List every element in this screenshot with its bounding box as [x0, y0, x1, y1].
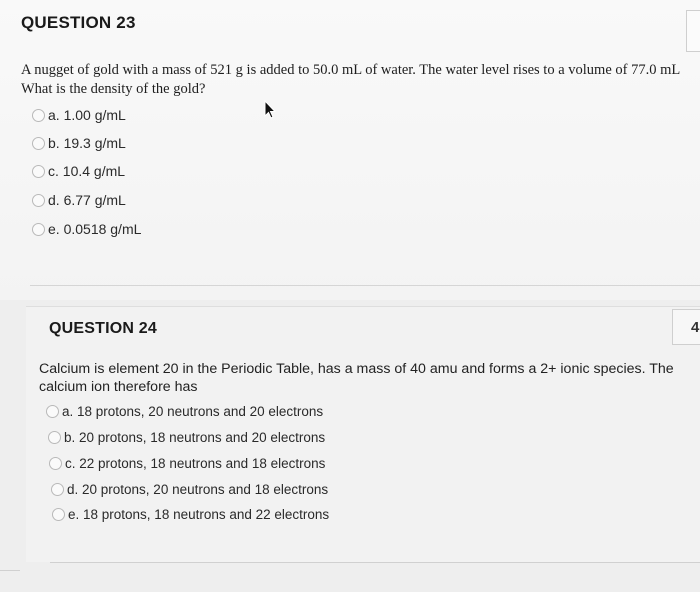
question-23-option-c[interactable] [32, 163, 125, 179]
question-24-points: 4 [691, 318, 700, 336]
option-label: d. 20 protons, 20 neutrons and 18 electrons [67, 482, 329, 497]
question-24-text-line-1: Calcium is element 20 in the Periodic Table, has a mass of 40 amu and forms a 2+ ionic species. The [39, 361, 674, 377]
radio-unselected-icon[interactable] [46, 405, 59, 418]
question-divider [50, 562, 700, 563]
question-23-title: QUESTION 23 [21, 13, 136, 32]
radio-unselected-icon[interactable] [32, 194, 45, 207]
question-23-option-b[interactable] [32, 135, 126, 151]
question-23-option-a[interactable] [32, 107, 126, 123]
question-24-option-b[interactable] [48, 430, 325, 445]
option-label: a. 18 protons, 20 neutrons and 20 electrons [62, 404, 324, 419]
question-24-title: QUESTION 24 [49, 320, 158, 337]
question-24-option-c[interactable] [49, 456, 325, 471]
radio-unselected-icon[interactable] [49, 457, 62, 470]
question-24-option-e[interactable] [52, 507, 329, 522]
question-divider [30, 285, 700, 286]
question-23-option-e[interactable] [32, 221, 141, 237]
mouse-pointer-icon [262, 100, 278, 120]
radio-unselected-icon[interactable] [32, 165, 45, 178]
option-label: b. 19.3 g/mL [48, 135, 126, 151]
question-24-points-box [672, 309, 700, 345]
question-24-option-d[interactable] [51, 482, 328, 497]
radio-unselected-icon[interactable] [32, 223, 45, 236]
question-23-text-line-1: A nugget of gold with a mass of 521 g is added to 50.0 mL of water. The water level rises to a volume of 77.0 mL [21, 62, 681, 78]
option-label: d. 6.77 g/mL [48, 192, 126, 208]
question-24-option-a[interactable] [46, 404, 323, 419]
question-23-option-d[interactable] [32, 192, 126, 208]
question-23-text-line-2: What is the density of the gold? [21, 81, 206, 97]
question-24-text-line-2: calcium ion therefore has [39, 379, 198, 395]
left-edge-line [0, 570, 20, 571]
radio-unselected-icon[interactable] [48, 431, 61, 444]
question-23-points-box [686, 10, 700, 52]
option-label: e. 0.0518 g/mL [48, 221, 142, 237]
radio-unselected-icon[interactable] [52, 508, 65, 521]
radio-unselected-icon[interactable] [32, 109, 45, 122]
radio-unselected-icon[interactable] [32, 137, 45, 150]
option-label: c. 10.4 g/mL [48, 163, 126, 179]
radio-unselected-icon[interactable] [51, 483, 64, 496]
option-label: e. 18 protons, 18 neutrons and 22 electrons [68, 507, 330, 522]
option-label: c. 22 protons, 18 neutrons and 18 electrons [65, 456, 326, 471]
option-label: b. 20 protons, 18 neutrons and 20 electrons [64, 430, 326, 445]
option-label: a. 1.00 g/mL [48, 107, 126, 123]
